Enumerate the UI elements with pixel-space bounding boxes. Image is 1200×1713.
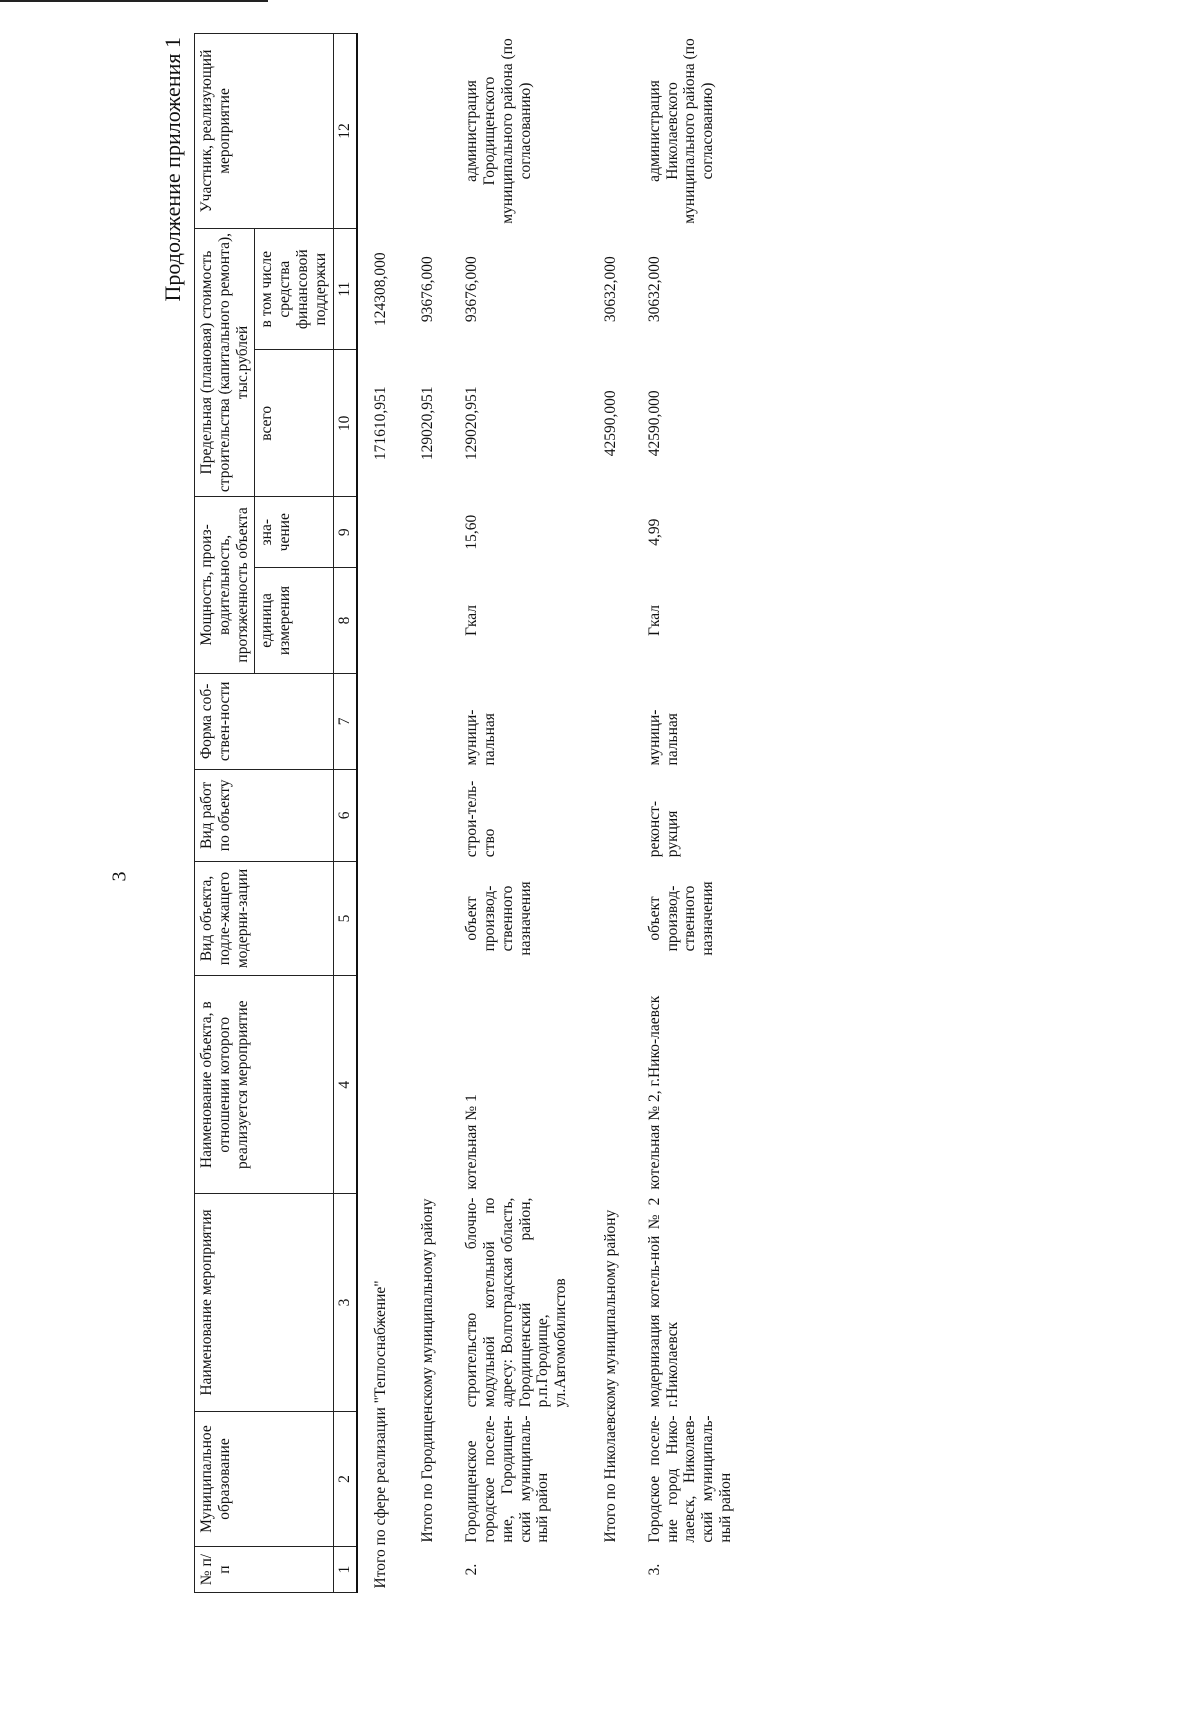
table-header bbox=[195, 34, 357, 1593]
row-participant: администрация Городищенского муниципального района (по согласованию) bbox=[463, 38, 534, 224]
row-work-type: реконст-рукция bbox=[645, 800, 681, 858]
header-cost-total: всего bbox=[255, 350, 333, 497]
column-number: 10 bbox=[333, 350, 356, 497]
total-cost: 42590,000 bbox=[602, 390, 619, 457]
column-number: 6 bbox=[333, 769, 356, 861]
row-unit: Гкал bbox=[463, 604, 481, 636]
header-measure: Наименование мероприятия bbox=[195, 1194, 334, 1412]
column-number: 11 bbox=[333, 228, 356, 350]
header-object-type: Вид объекта, подле-жащего модерни-зации bbox=[195, 861, 334, 976]
header-object: Наименование объекта, в отношении которого реализуется мероприятие bbox=[195, 976, 334, 1194]
column-number: 8 bbox=[333, 568, 356, 673]
row-ownership: муници-пальная bbox=[463, 709, 498, 766]
total-row-sphere bbox=[357, 34, 406, 1593]
header-num: № п/п bbox=[195, 1547, 334, 1593]
row-object-type: объект производ-ственного назначения bbox=[463, 881, 534, 956]
table-row bbox=[636, 34, 753, 1593]
row-num: 3. bbox=[645, 1563, 663, 1576]
row-municipality: Городищенское городское поселе-ние, Городищен-ский муниципаль-ный район bbox=[463, 1415, 552, 1543]
total-support: 93676,000 bbox=[419, 256, 437, 323]
page-number: 3 bbox=[108, 871, 131, 882]
column-number: 1 bbox=[333, 1547, 356, 1593]
header-unit: единица измерения bbox=[255, 568, 333, 673]
column-number: 2 bbox=[333, 1411, 356, 1546]
row-municipality: Городское поселе-ние город Нико-лаевск, Николаев-ский муниципаль-ный район bbox=[645, 1415, 735, 1543]
row-cost-support: 30632,000 bbox=[645, 256, 663, 323]
total-label: Итого по Городищенскому муниципальному району bbox=[419, 1198, 437, 1543]
row-value: 15,60 bbox=[463, 514, 481, 550]
header-value: зна-чение bbox=[255, 497, 333, 568]
table-body bbox=[357, 34, 753, 1593]
header-participant: Участник, реализующий мероприятие bbox=[195, 34, 334, 229]
row-measure: модернизация котель-ной № 2 г.Николаевск bbox=[645, 1197, 681, 1408]
total-row-nikolaevsk bbox=[588, 34, 636, 1593]
column-number: 12 bbox=[333, 34, 356, 229]
header-municipality: Муниципальное образование bbox=[195, 1411, 334, 1546]
header-ownership: Форма соб-ствен-ности bbox=[195, 673, 334, 769]
row-num: 2. bbox=[463, 1563, 481, 1576]
total-cost: 129020,951 bbox=[419, 386, 437, 461]
row-object-type: объект производ-ственного назначения bbox=[645, 881, 717, 956]
column-number: 4 bbox=[333, 976, 356, 1194]
row-cost-total: 42590,000 bbox=[645, 390, 663, 457]
header-cost-group: Предельная (плановая) стоимость строительства (капитального ремонта), тыс.рублей bbox=[195, 228, 255, 496]
column-number: 7 bbox=[333, 673, 356, 769]
header-work-type: Вид работ по объекту bbox=[195, 769, 334, 861]
column-number-row bbox=[333, 34, 356, 1593]
header-cost-support: в том числе средства финансовой поддержки bbox=[255, 228, 333, 350]
header-capacity-group: Мощность, произ-водительность, протяженность объекта bbox=[195, 497, 255, 674]
row-cost-total: 129020,951 bbox=[463, 386, 481, 461]
measures-table bbox=[194, 33, 753, 1593]
column-number: 3 bbox=[333, 1194, 356, 1412]
column-number: 5 bbox=[333, 861, 356, 976]
row-object: котельная № 2, г.Нико-лаевск bbox=[645, 995, 663, 1190]
row-unit: Гкал bbox=[645, 604, 663, 636]
row-cost-support: 93676,000 bbox=[463, 256, 481, 323]
row-ownership: муници-пальная bbox=[645, 709, 681, 766]
row-object: котельная № 1 bbox=[463, 1094, 481, 1190]
total-support: 124308,000 bbox=[371, 252, 389, 327]
document-sheet bbox=[160, 33, 753, 1593]
column-number: 9 bbox=[333, 497, 356, 568]
appendix-title: Продолжение приложения 1 bbox=[160, 37, 185, 302]
row-work-type: строи-тель-ство bbox=[463, 780, 498, 858]
row-value: 4,99 bbox=[645, 518, 663, 546]
row-measure: строительство блочно-модульной котельной по адресу: Волгоградская область, Городищенский район, р.п.Городище, ул.Автомобилистов bbox=[463, 1197, 570, 1408]
total-support: 30632,000 bbox=[602, 256, 619, 323]
total-row-gorodishche bbox=[405, 34, 453, 1593]
total-label: Итого по сфере реализации "Теплоснабжение" bbox=[371, 1280, 389, 1589]
table-row bbox=[453, 34, 588, 1593]
row-participant: администрация Николаевского муниципального района (по согласованию) bbox=[645, 38, 717, 224]
total-label: Итого по Николаевскому муниципальному району bbox=[602, 1209, 619, 1543]
total-cost: 171610,951 bbox=[371, 386, 389, 461]
